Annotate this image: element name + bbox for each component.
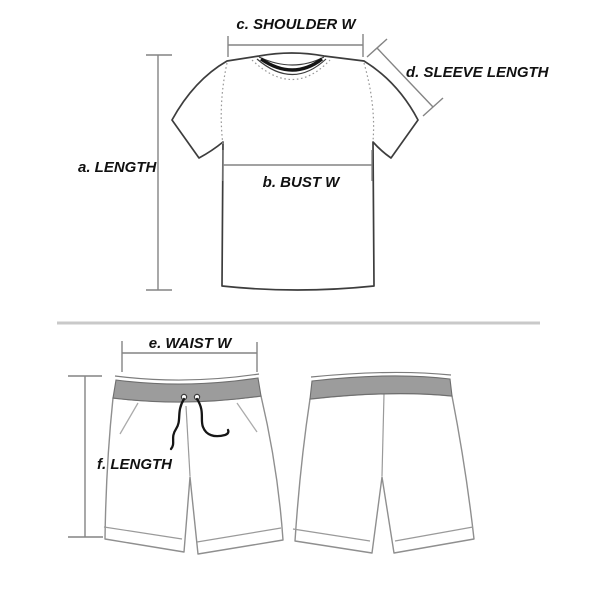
tshirt-length-label: a. LENGTH [78,159,157,176]
shorts-back-drawing [293,372,474,553]
shorts-length-label: f. LENGTH [97,456,172,473]
tshirt-body-outline [172,53,418,290]
front-waistband-top-edge [115,374,259,380]
shorts-back-outline [295,394,474,553]
tshirt-shoulder-label: c. SHOULDER W [236,16,356,33]
tshirt-drawing [78,16,550,290]
tshirt-sleeve-label: d. SLEEVE LENGTH [406,64,549,81]
shorts-waist-label: e. WAIST W [148,335,232,352]
tshirt-bust-label: b. BUST W [262,174,340,191]
front-waistband [113,378,261,402]
shorts-front-outline [105,396,283,554]
